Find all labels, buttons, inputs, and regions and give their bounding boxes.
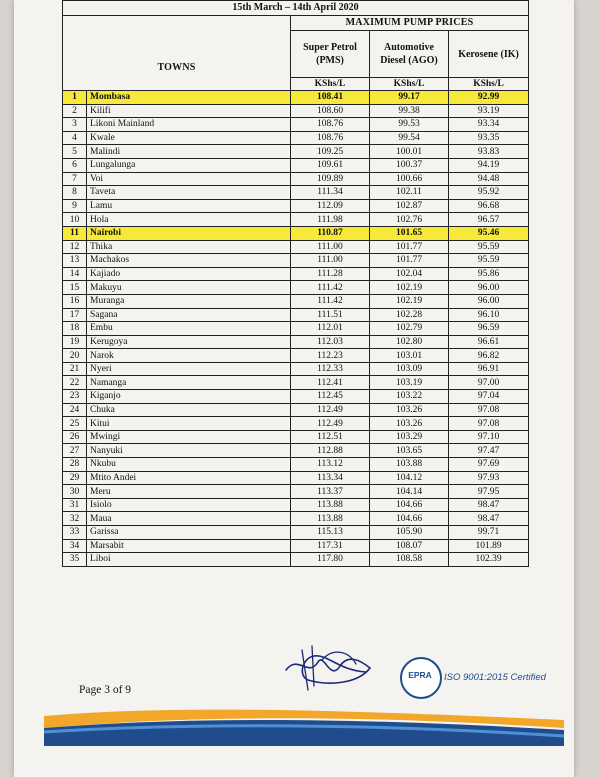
ik-price: 96.10 [449, 308, 529, 322]
table-row [63, 104, 529, 118]
row-number: 14 [63, 267, 87, 281]
signature-image [278, 640, 378, 696]
ago-price: 102.76 [370, 213, 449, 227]
pms-price: 113.37 [291, 485, 370, 499]
table-row [63, 240, 529, 254]
table-row [63, 226, 529, 240]
pms-price: 112.51 [291, 430, 370, 444]
ago-price: 104.14 [370, 485, 449, 499]
pms-price: 111.42 [291, 281, 370, 295]
row-number: 20 [63, 349, 87, 363]
town-name: Likoni Mainland [87, 118, 291, 132]
table-row [63, 118, 529, 132]
ik-price: 97.04 [449, 390, 529, 404]
ik-price: 97.95 [449, 485, 529, 499]
table-row [63, 186, 529, 200]
table-row [63, 376, 529, 390]
ik-price: 92.99 [449, 91, 529, 105]
pms-price: 108.41 [291, 91, 370, 105]
pms-price: 112.33 [291, 362, 370, 376]
row-number: 10 [63, 213, 87, 227]
ik-price: 93.34 [449, 118, 529, 132]
ik-price: 99.71 [449, 526, 529, 540]
row-number: 23 [63, 390, 87, 404]
table-row [63, 281, 529, 295]
town-name: Makuyu [87, 281, 291, 295]
ago-price: 102.04 [370, 267, 449, 281]
pms-price: 113.12 [291, 458, 370, 472]
row-number: 4 [63, 131, 87, 145]
town-name: Lamu [87, 199, 291, 213]
row-number: 28 [63, 458, 87, 472]
row-number: 19 [63, 335, 87, 349]
row-number: 12 [63, 240, 87, 254]
town-name: Meru [87, 485, 291, 499]
row-number: 6 [63, 158, 87, 172]
ik-price: 97.69 [449, 458, 529, 472]
table-row [63, 308, 529, 322]
row-number: 34 [63, 539, 87, 553]
row-number: 13 [63, 254, 87, 268]
pms-price: 115.13 [291, 526, 370, 540]
pms-price: 113.34 [291, 471, 370, 485]
ago-price: 105.90 [370, 526, 449, 540]
ago-price: 100.37 [370, 158, 449, 172]
pms-unit: KShs/L [291, 78, 370, 91]
ik-price: 96.57 [449, 213, 529, 227]
period-heading: 15th March – 14th April 2020 [63, 1, 529, 16]
ik-price: 94.48 [449, 172, 529, 186]
town-name: Nkubu [87, 458, 291, 472]
ago-price: 99.17 [370, 91, 449, 105]
ago-price: 104.66 [370, 498, 449, 512]
ago-price: 102.19 [370, 281, 449, 295]
pms-header: Super Petrol (PMS) [291, 31, 370, 78]
ik-price: 93.19 [449, 104, 529, 118]
iso-certification-text: ISO 9001:2015 Certified [444, 672, 546, 683]
ik-price: 97.08 [449, 417, 529, 431]
row-number: 1 [63, 91, 87, 105]
table-row [63, 539, 529, 553]
ik-price: 95.59 [449, 240, 529, 254]
table-row [63, 145, 529, 159]
ago-price: 103.01 [370, 349, 449, 363]
town-name: Mwingi [87, 430, 291, 444]
ik-price: 98.47 [449, 498, 529, 512]
town-name: Embu [87, 322, 291, 336]
town-name: Muranga [87, 294, 291, 308]
ik-price: 94.19 [449, 158, 529, 172]
town-name: Kitui [87, 417, 291, 431]
table-row [63, 349, 529, 363]
pms-price: 111.51 [291, 308, 370, 322]
table-row [63, 417, 529, 431]
town-name: Hola [87, 213, 291, 227]
footer-swoosh-banner [44, 698, 574, 748]
row-number: 18 [63, 322, 87, 336]
row-number: 31 [63, 498, 87, 512]
town-name: Nanyuki [87, 444, 291, 458]
town-name: Kajiado [87, 267, 291, 281]
ago-price: 99.53 [370, 118, 449, 132]
ik-price: 96.00 [449, 281, 529, 295]
pms-price: 112.88 [291, 444, 370, 458]
ago-price: 102.28 [370, 308, 449, 322]
pms-price: 111.00 [291, 254, 370, 268]
ik-price: 93.35 [449, 131, 529, 145]
pms-price: 112.01 [291, 322, 370, 336]
page-number: Page 3 of 9 [79, 684, 132, 696]
pms-price: 112.23 [291, 349, 370, 363]
town-name: Nairobi [87, 226, 291, 240]
row-number: 33 [63, 526, 87, 540]
table-row [63, 91, 529, 105]
town-name: Namanga [87, 376, 291, 390]
table-row [63, 553, 529, 567]
table-row [63, 254, 529, 268]
town-name: Isiolo [87, 498, 291, 512]
row-number: 15 [63, 281, 87, 295]
table-row [63, 267, 529, 281]
ik-price: 95.46 [449, 226, 529, 240]
ik-price: 97.08 [449, 403, 529, 417]
row-number: 9 [63, 199, 87, 213]
ago-price: 103.29 [370, 430, 449, 444]
pms-price: 112.41 [291, 376, 370, 390]
pms-price: 111.42 [291, 294, 370, 308]
town-name: Mtito Andei [87, 471, 291, 485]
ago-price: 104.66 [370, 512, 449, 526]
row-number: 29 [63, 471, 87, 485]
pms-price: 113.88 [291, 498, 370, 512]
town-name: Marsabit [87, 539, 291, 553]
ago-price: 101.77 [370, 240, 449, 254]
town-name: Kwale [87, 131, 291, 145]
row-number: 30 [63, 485, 87, 499]
town-name: Mombasa [87, 91, 291, 105]
row-number: 11 [63, 226, 87, 240]
pms-price: 111.00 [291, 240, 370, 254]
epra-certification-mark [400, 657, 580, 699]
ik-price: 98.47 [449, 512, 529, 526]
pms-price: 108.76 [291, 131, 370, 145]
pms-price: 112.09 [291, 199, 370, 213]
town-name: Voi [87, 172, 291, 186]
town-name: Garissa [87, 526, 291, 540]
ik-price: 97.10 [449, 430, 529, 444]
pms-price: 110.87 [291, 226, 370, 240]
table-row [63, 444, 529, 458]
ago-price: 103.88 [370, 458, 449, 472]
ik-price: 93.83 [449, 145, 529, 159]
ik-price: 97.93 [449, 471, 529, 485]
ago-header: Automotive Diesel (AGO) [370, 31, 449, 78]
table-row [63, 390, 529, 404]
pms-price: 112.49 [291, 403, 370, 417]
pms-price: 117.31 [291, 539, 370, 553]
row-number: 22 [63, 376, 87, 390]
ago-price: 100.01 [370, 145, 449, 159]
epra-logo-text: EPRA [408, 670, 432, 680]
row-number: 7 [63, 172, 87, 186]
table-row [63, 485, 529, 499]
ik-price: 102.39 [449, 553, 529, 567]
table-row [63, 512, 529, 526]
table-row [63, 430, 529, 444]
row-number: 8 [63, 186, 87, 200]
town-name: Taveta [87, 186, 291, 200]
ik-price: 97.00 [449, 376, 529, 390]
ago-price: 102.80 [370, 335, 449, 349]
row-number: 24 [63, 403, 87, 417]
table-row [63, 498, 529, 512]
row-number: 32 [63, 512, 87, 526]
town-name: Kilifi [87, 104, 291, 118]
pms-price: 109.25 [291, 145, 370, 159]
pms-price: 108.76 [291, 118, 370, 132]
document-page [14, 0, 574, 777]
table-row [63, 199, 529, 213]
ago-price: 102.79 [370, 322, 449, 336]
row-number: 17 [63, 308, 87, 322]
town-name: Lungalunga [87, 158, 291, 172]
town-name: Kiganjo [87, 390, 291, 404]
row-number: 27 [63, 444, 87, 458]
ago-price: 102.19 [370, 294, 449, 308]
ago-unit: KShs/L [370, 78, 449, 91]
row-number: 25 [63, 417, 87, 431]
pms-price: 111.28 [291, 267, 370, 281]
ago-price: 101.77 [370, 254, 449, 268]
ago-price: 103.09 [370, 362, 449, 376]
ago-price: 103.65 [370, 444, 449, 458]
table-row [63, 471, 529, 485]
pms-price: 117.80 [291, 553, 370, 567]
pms-price: 109.61 [291, 158, 370, 172]
town-name: Nyeri [87, 362, 291, 376]
ik-price: 96.59 [449, 322, 529, 336]
town-name: Sagana [87, 308, 291, 322]
ago-price: 108.58 [370, 553, 449, 567]
table-row [63, 458, 529, 472]
table-row [63, 294, 529, 308]
row-number: 26 [63, 430, 87, 444]
ik-header: Kerosene (IK) [449, 31, 529, 78]
table-row [63, 526, 529, 540]
pms-price: 113.88 [291, 512, 370, 526]
ik-price: 95.86 [449, 267, 529, 281]
ago-price: 103.26 [370, 403, 449, 417]
table-row [63, 131, 529, 145]
ago-price: 102.11 [370, 186, 449, 200]
ago-price: 108.07 [370, 539, 449, 553]
ik-price: 96.00 [449, 294, 529, 308]
price-rows [63, 91, 529, 567]
row-number: 5 [63, 145, 87, 159]
town-name: Malindi [87, 145, 291, 159]
table-row [63, 172, 529, 186]
row-number: 16 [63, 294, 87, 308]
ago-price: 103.22 [370, 390, 449, 404]
pms-price: 111.98 [291, 213, 370, 227]
ik-price: 101.89 [449, 539, 529, 553]
ik-price: 97.47 [449, 444, 529, 458]
row-number: 3 [63, 118, 87, 132]
towns-header: TOWNS [63, 16, 291, 91]
pms-price: 112.45 [291, 390, 370, 404]
town-name: Narok [87, 349, 291, 363]
pms-price: 109.89 [291, 172, 370, 186]
pms-price: 111.34 [291, 186, 370, 200]
town-name: Maua [87, 512, 291, 526]
table-row [63, 335, 529, 349]
ik-price: 96.68 [449, 199, 529, 213]
pms-price: 108.60 [291, 104, 370, 118]
ago-price: 103.19 [370, 376, 449, 390]
table-row [63, 403, 529, 417]
town-name: Kerugoya [87, 335, 291, 349]
town-name: Chuka [87, 403, 291, 417]
row-number: 21 [63, 362, 87, 376]
row-number: 35 [63, 553, 87, 567]
ago-price: 99.54 [370, 131, 449, 145]
ik-price: 95.92 [449, 186, 529, 200]
ik-price: 96.82 [449, 349, 529, 363]
ik-price: 96.61 [449, 335, 529, 349]
row-number: 2 [63, 104, 87, 118]
pump-prices-table [62, 0, 529, 567]
ago-price: 101.65 [370, 226, 449, 240]
ago-price: 100.66 [370, 172, 449, 186]
ik-price: 95.59 [449, 254, 529, 268]
table-row [63, 322, 529, 336]
ago-price: 99.38 [370, 104, 449, 118]
table-row [63, 158, 529, 172]
town-name: Liboi [87, 553, 291, 567]
ago-price: 104.12 [370, 471, 449, 485]
ik-price: 96.91 [449, 362, 529, 376]
pms-price: 112.03 [291, 335, 370, 349]
table-row [63, 362, 529, 376]
ago-price: 103.26 [370, 417, 449, 431]
ik-unit: KShs/L [449, 78, 529, 91]
table-row [63, 213, 529, 227]
town-name: Machakos [87, 254, 291, 268]
ago-price: 102.87 [370, 199, 449, 213]
max-pump-prices-header: MAXIMUM PUMP PRICES [291, 16, 529, 31]
pms-price: 112.49 [291, 417, 370, 431]
town-name: Thika [87, 240, 291, 254]
